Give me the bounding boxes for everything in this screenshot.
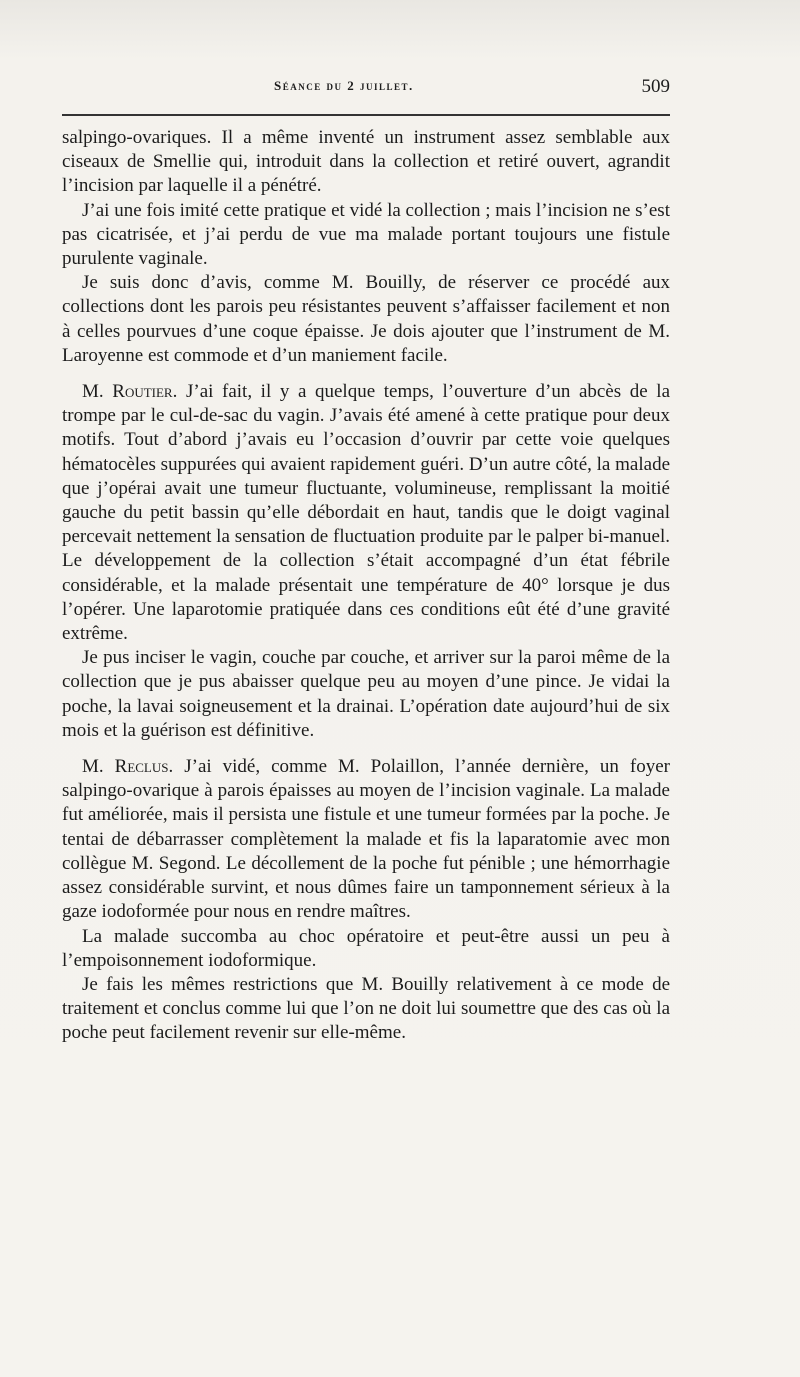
paragraph bbox=[62, 271, 670, 368]
paragraph bbox=[62, 973, 670, 1046]
paragraph bbox=[62, 646, 670, 743]
paragraph-text: . J’ai fait, il y a quelque temps, l’ouverture d’un abcès de la trompe par le cul-de-sac du vagin. J’avais été amené à cette pratique pour deux motifs. Tout d’abord j’avais eu l’occasion d’ouvrir par cette voie quelques hématocèles suppurées qui avaient rapidement guéri. D’un autre côté, la malade que j’opérai avait une tumeur fluctuante, volumineuse, remplissant la moitié gauche du petit bassin qu’elle débordait en haut, tandis que le doigt vaginal percevait nettement la sensation de fluctuation produite par le palper bi-manuel. Le développement de la collection s’était accompagné d’un état fébrile considérable, et la malade présentait une température de 40° lorsque je dus l’opérer. Une laparotomie pratiquée dans ces conditions eût été d’une gravité extrême. bbox=[62, 381, 670, 645]
speaker-prefix: M. bbox=[82, 756, 115, 778]
paragraph-text: La malade succomba au choc opératoire et peut-être aussi un peu à l’empoisonnement iodoformique. bbox=[62, 925, 670, 971]
paragraph-text: . J’ai vidé, comme M. Polaillon, l’année dernière, un foyer salpingo-ovarique à parois épaisses au moyen de l’incision vaginale. La malade fut améliorée, mais il persista une fistule et une tumeur formées par la poche. Je tentai de débarrasser complètement la malade et fis la laparatomie avec mon collègue M. Segond. Le décollement de la poche fut pénible ; une hémorrhagie assez considérable survint, et nous dûmes faire un tamponnement sérieux à la gaze iodoformée pour nous en rendre maîtres. bbox=[62, 756, 670, 923]
running-title: Séance du 2 juillet. bbox=[274, 78, 414, 93]
page-number: 509 bbox=[641, 76, 670, 97]
page-header bbox=[62, 78, 670, 104]
header-rule bbox=[62, 114, 670, 116]
speaker-name: Routier bbox=[112, 381, 173, 403]
paragraph-speaker-reclus bbox=[62, 755, 670, 924]
paragraph-speaker-routier bbox=[62, 380, 670, 646]
speaker-name: Reclus bbox=[114, 756, 169, 778]
paragraph-text: Je fais les mêmes restrictions que M. Bouilly relativement à ce mode de traitement et conclus comme lui que l’on ne doit lui soumettre que des cas où la poche peut facilement revenir sur elle-même. bbox=[62, 973, 670, 1044]
speaker-prefix: M. bbox=[82, 381, 113, 403]
paragraph-text: salpingo-ovariques. Il a même inventé un instrument assez semblable aux ciseaux de Smellie qui, introduit dans la collection et retiré ouvert, agrandit l’incision par laquelle il a pénétré. bbox=[62, 127, 670, 197]
paragraph-text: Je suis donc d’avis, comme M. Bouilly, de réserver ce procédé aux collections dont les parois peu résistantes peuvent s’affaisser facilement et non à celles pourvues d’une coque épaisse. Je dois ajouter que l’instrument de M. Laroyenne est commode et d’un maniement facile. bbox=[62, 272, 670, 366]
paragraph-text: J’ai une fois imité cette pratique et vidé la collection ; mais l’incision ne s’est pas cicatrisée, et j’ai perdu de vue ma malade portant toujours une fistule purulente vaginale. bbox=[62, 199, 670, 270]
paragraph bbox=[62, 925, 670, 973]
body-text bbox=[62, 126, 670, 1046]
paragraph-continued bbox=[62, 126, 670, 199]
paragraph-text: Je pus inciser le vagin, couche par couche, et arriver sur la paroi même de la collection que je pus abaisser quelque peu au moyen d’une pince. Je vidai la poche, la lavai soigneusement et la drainai. L’opération date aujourd’hui de six mois et la guérison est définitive. bbox=[62, 647, 670, 741]
paragraph bbox=[62, 199, 670, 272]
